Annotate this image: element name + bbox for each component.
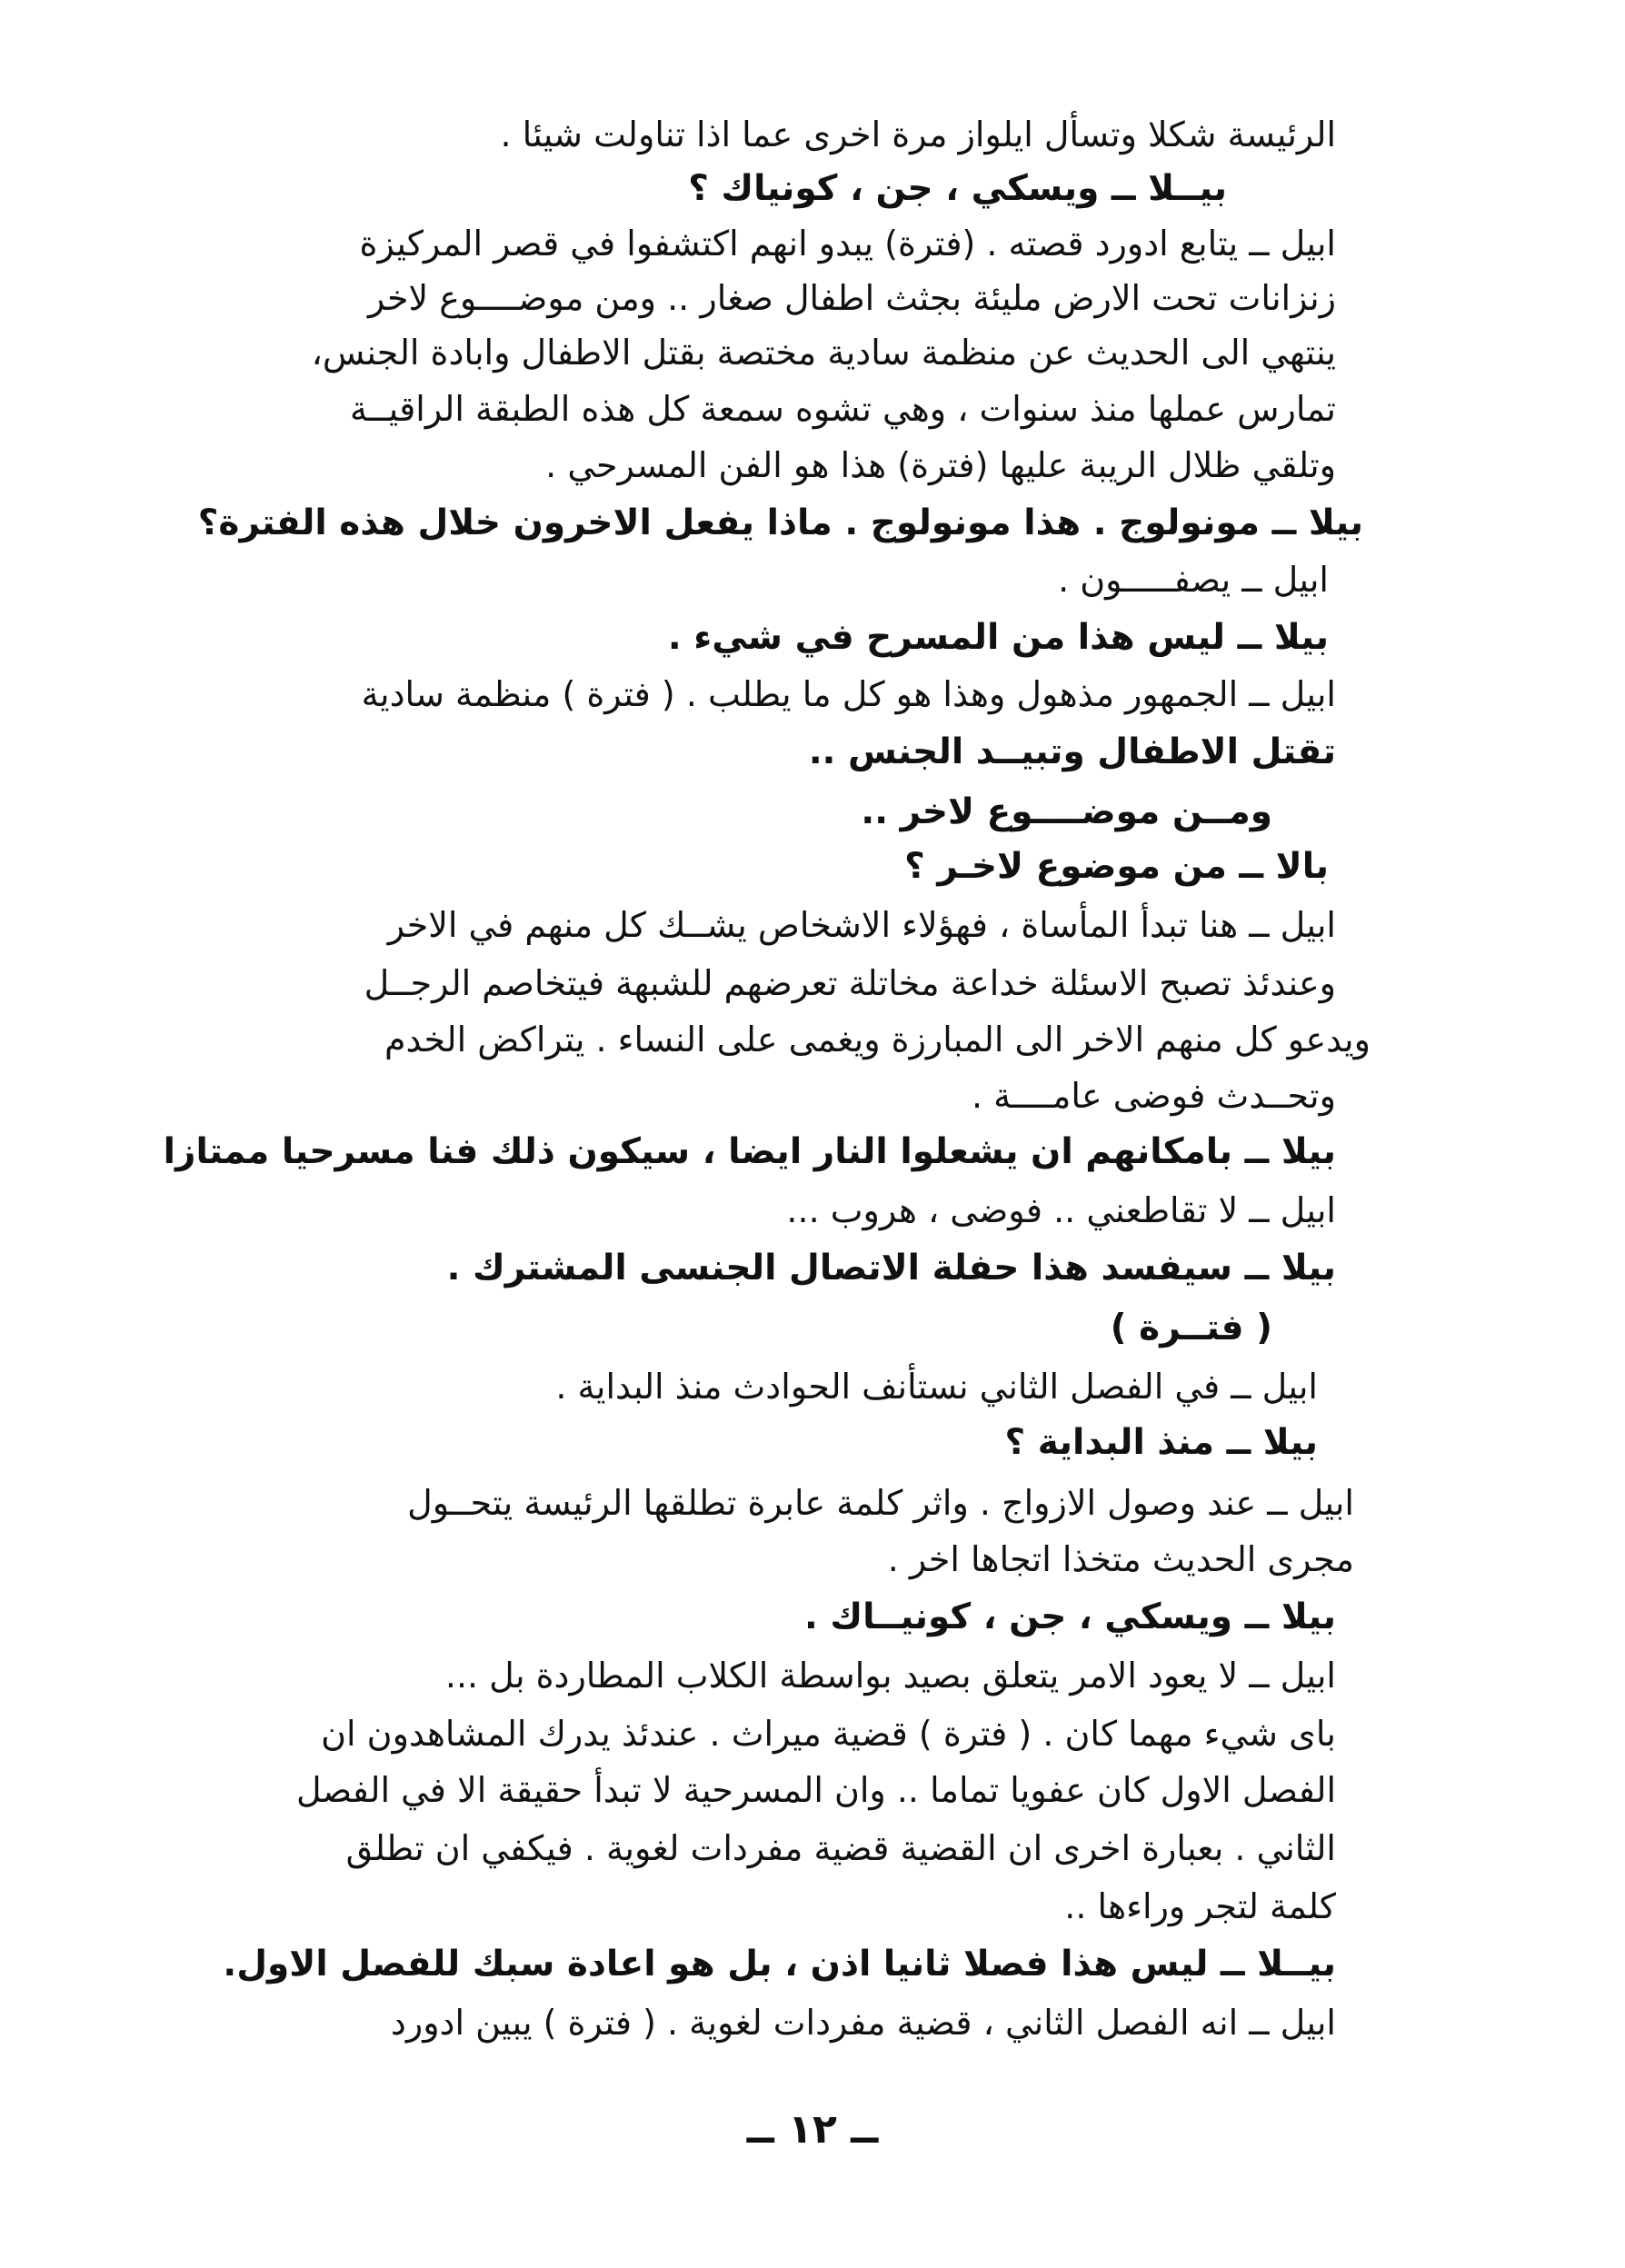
text-line: وتحــدث فوضى عامــــة . — [971, 1076, 1336, 1116]
text-line: الثاني . بعبارة اخرى ان القضية قضية مفردات لغوية . فيكفي ان تطلق — [345, 1828, 1336, 1868]
stage-direction: ( فتــرة ) — [1110, 1308, 1272, 1348]
text-line: ينتهي الى الحديث عن منظمة سادية مختصة بقتل الاطفال وابادة الجنس، — [311, 333, 1336, 373]
text-line: ابيل ــ عند وصول الازواج . واثر كلمة عابرة تطلقها الرئيسة يتحــول — [407, 1483, 1354, 1523]
dialogue-line-bella: بيلا ــ بامكانهم ان يشعلوا النار ايضا ، سيكون ذلك فنا مسرحيا ممتازا — [163, 1131, 1336, 1172]
text-line: الرئيسة شكلا وتسأل ايلواز مرة اخرى عما اذا تناولت شيئا . — [500, 114, 1336, 154]
text-line: ابيل ــ انه الفصل الثاني ، قضية مفردات لغوية . ( فترة ) يبين ادورد — [390, 2003, 1336, 2043]
text-line: ابيل ــ لا تقاطعني .. فوضى ، هروب ... — [786, 1190, 1336, 1230]
text-line: تقتل الاطفال وتبيــد الجنس .. — [808, 731, 1336, 772]
text-line: ابيل ــ يتابع ادورد قصته . (فترة) يبدو انهم اكتشفوا في قصر المركيزة — [359, 224, 1336, 264]
text-line: ابيل ــ يصفـــــون . — [1058, 560, 1329, 600]
text-line: الفصل الاول كان عفويا تماما .. وان المسرحية لا تبدأ حقيقة الا في الفصل — [295, 1770, 1336, 1810]
text-line: وعندئذ تصبح الاسئلة خداعة مخاتلة تعرضهم للشبهة فيتخاصم الرجــل — [364, 963, 1336, 1003]
text-line: ابيل ــ في الفصل الثاني نستأنف الحوادث منذ البداية . — [555, 1367, 1318, 1407]
dialogue-line-bella: بيلا ــ سيفسد هذا حفلة الاتصال الجنسى المشترك . — [446, 1248, 1336, 1288]
dialogue-line-bella: بيلا ــ ويسكي ، جن ، كونيــاك . — [804, 1597, 1336, 1637]
text-line: ومــن موضــــوع لاخر .. — [861, 791, 1272, 832]
dialogue-line-bella: بالا ــ من موضوع لاخـر ؟ — [904, 846, 1329, 887]
text-line: باى شيء مهما كان . ( فترة ) قضية ميراث . عندئذ يدرك المشاهدون ان — [321, 1714, 1336, 1754]
text-line: ابيل ــ لا يعود الامر يتعلق بصيد بواسطة الكلاب المطاردة بل ... — [444, 1656, 1336, 1696]
text-line: مجرى الحديث متخذا اتجاها اخر . — [887, 1539, 1354, 1579]
text-line: ابيل ــ الجمهور مذهول وهذا هو كل ما يطلب . ( فترة ) منظمة سادية — [361, 674, 1336, 714]
dialogue-line-bella: بيــلا ــ ليس هذا فصلا ثانيا اذن ، بل هو اعادة سبك للفصل الاول. — [223, 1944, 1336, 1984]
text-line: كلمة لتجر وراءها .. — [1064, 1886, 1336, 1926]
dialogue-line-bella: بيــلا ــ ويسكي ، جن ، كونياك ؟ — [688, 168, 1227, 209]
text-line: زنزانات تحت الارض مليئة بجثث اطفال صغار .. ومن موضــــوع لاخر — [368, 278, 1336, 318]
text-line: وتلقي ظلال الريبة عليها (فترة) هذا هو الفن المسرحي . — [545, 445, 1336, 485]
dialogue-line-bella: بيلا ــ ليس هذا من المسرح في شيء . — [667, 617, 1329, 658]
text-line: تمارس عملها منذ سنوات ، وهي تشوه سمعة كل هذه الطبقة الراقيــة — [349, 389, 1336, 429]
page-number: ــ ١٢ ــ — [746, 2106, 879, 2153]
dialogue-line-bella: بيلا ــ منذ البداية ؟ — [1004, 1422, 1318, 1463]
text-line: ابيل ــ هنا تبدأ المأساة ، فهؤلاء الاشخاص يشــك كل منهم في الاخر — [387, 905, 1336, 945]
text-line: ويدعو كل منهم الاخر الى المبارزة ويغمى على النساء . يتراكض الخدم — [384, 1020, 1371, 1059]
dialogue-line-bella: بيلا ــ مونولوج . هذا مونولوج . ماذا يفعل الاخرون خلال هذه الفترة؟ — [197, 502, 1363, 543]
